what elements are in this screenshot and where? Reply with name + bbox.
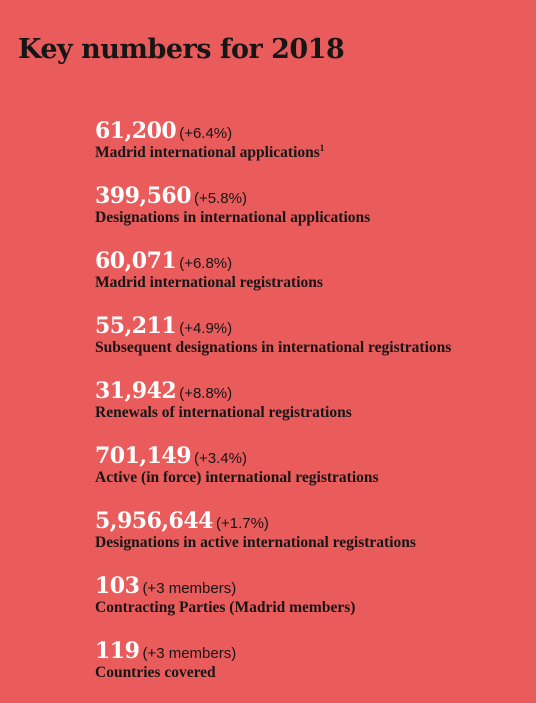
stat-label: Madrid international applications (95, 144, 320, 161)
stat-head (95, 313, 525, 339)
stat-head (95, 183, 525, 209)
stat-head (95, 573, 525, 599)
stat-label: Active (in force) international registrations (95, 469, 379, 486)
stat-change: (+6.8%) (179, 255, 233, 272)
stat-change: (+3.4%) (194, 450, 247, 467)
stat-change: (+5.8%) (194, 190, 247, 207)
stat-head (95, 118, 525, 144)
stat-head (95, 508, 525, 534)
stat-value: 60,071 (95, 248, 177, 274)
stat-label: Renewals of international registrations (95, 404, 352, 421)
stat-value: 55,211 (95, 313, 177, 339)
stat-head (95, 378, 525, 404)
stat-change: (+8.8%) (179, 385, 233, 402)
stat-head (95, 443, 525, 469)
stat-item-madrid-registrations (95, 248, 525, 313)
stat-item-active-designations (95, 508, 525, 573)
stat-change: (+3 members) (142, 645, 237, 662)
stat-change: (+4.9%) (179, 320, 233, 337)
stat-value: 701,149 (95, 443, 192, 469)
stat-head (95, 248, 525, 274)
stat-label: Countries covered (95, 664, 216, 681)
stat-item-countries-covered (95, 638, 525, 703)
stat-value: 31,942 (95, 378, 177, 404)
stat-change: (+3 members) (142, 580, 237, 597)
stat-label: Contracting Parties (Madrid members) (95, 599, 356, 616)
page-title: Key numbers for 2018 (18, 34, 345, 65)
stat-value: 61,200 (95, 118, 177, 144)
stat-label-wrap (95, 144, 525, 162)
stat-label: Designations in international applications (95, 209, 371, 226)
stat-item-madrid-applications (95, 118, 525, 183)
stat-item-contracting-parties (95, 573, 525, 638)
stat-head (95, 638, 525, 664)
stat-item-active-registrations (95, 443, 525, 508)
stat-label: Designations in active international registrations (95, 534, 416, 551)
stat-value: 119 (95, 638, 140, 664)
stat-value: 399,560 (95, 183, 192, 209)
stat-value: 5,956,644 (95, 508, 213, 534)
stat-value: 103 (95, 573, 140, 599)
stat-item-subsequent-designations (95, 313, 525, 378)
stat-item-designations-applications (95, 183, 525, 248)
stats-list (95, 118, 525, 703)
stat-change: (+6.4%) (179, 125, 233, 142)
stat-label: Subsequent designations in international registrations (95, 339, 452, 356)
stat-label: Madrid international registrations (95, 274, 323, 291)
stat-change: (+1.7%) (215, 515, 269, 532)
stat-item-renewals (95, 378, 525, 443)
footnote-marker: 1 (319, 142, 325, 153)
